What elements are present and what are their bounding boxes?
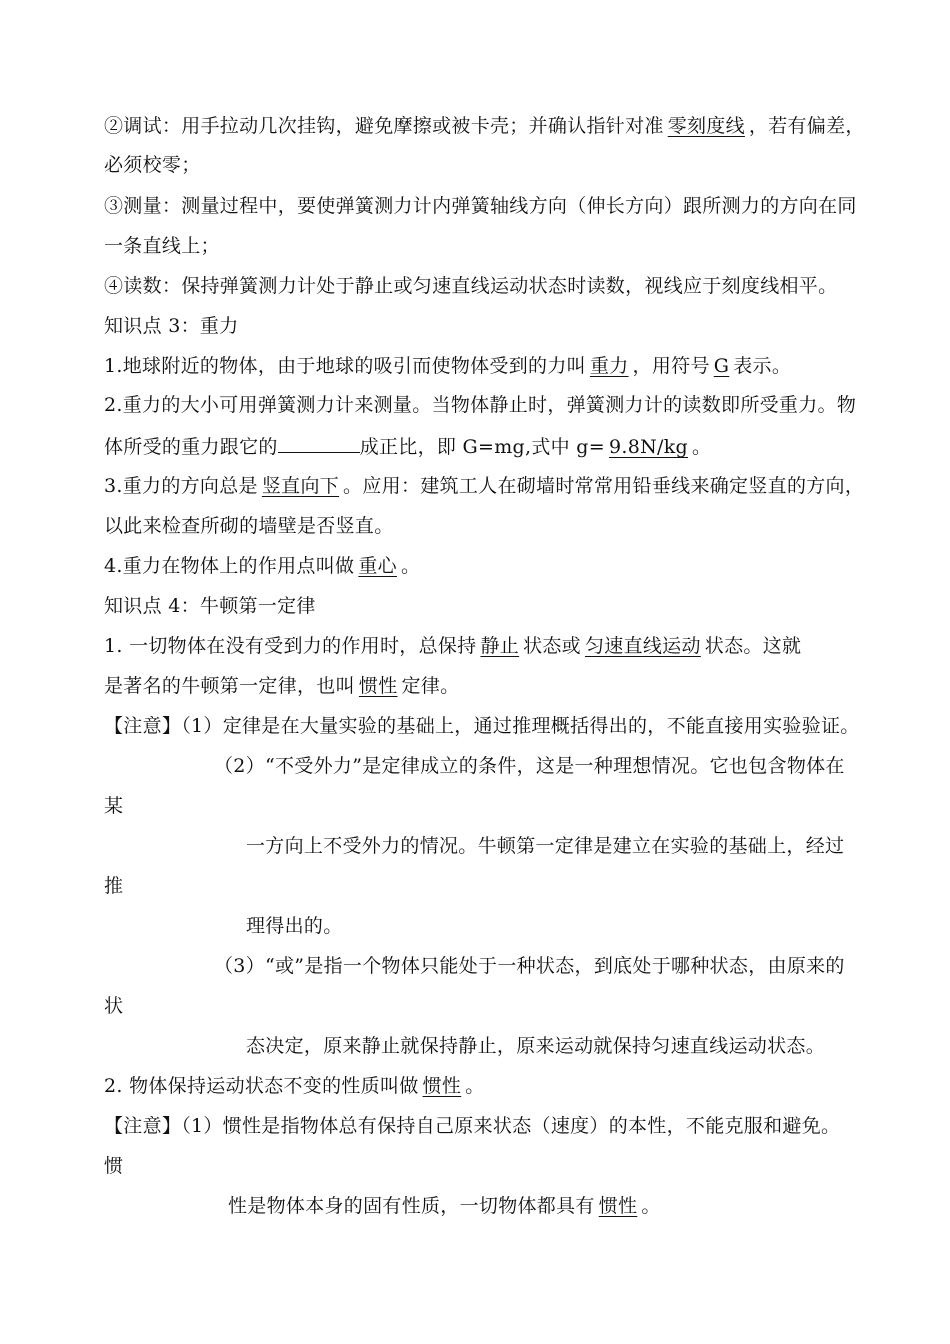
text: 知识点 4：牛顿第一定律 (104, 595, 316, 617)
note-line (104, 713, 860, 739)
text: 一条直线上； (104, 235, 220, 257)
note-line (104, 1113, 840, 1139)
text-line (104, 152, 201, 178)
text: 惯 (104, 1155, 124, 1177)
text: 态决定，原来静止就保持静止，原来运动就保持匀速直线运动状态。 (246, 1035, 826, 1057)
text-line (104, 473, 864, 499)
text: 4.重力在物体上的作用点叫做 (104, 555, 355, 577)
text-line (104, 432, 711, 460)
text: 1.地球附近的物体，由于地球的吸引而使物体受到的力叫 (104, 355, 586, 377)
empty-blank (278, 432, 360, 453)
note-line (104, 1153, 123, 1179)
text: 状态或 (523, 635, 581, 657)
text: ，用符号 (632, 355, 710, 377)
text: （2）“不受外力”是定律成立的条件，这是一种理想情况。它也包含物体在 (214, 755, 845, 777)
note-line (214, 753, 845, 779)
text: 【注意】（1）惯性是指物体总有保持自己原来状态（速度）的本性，不能克服和避免。 (104, 1115, 841, 1137)
section-heading (104, 593, 316, 619)
text: 【注意】（1）定律是在大量实验的基础上，通过推理概括得出的，不能直接用实验验证。 (104, 715, 860, 737)
text: 以此来检查所砌的墙壁是否竖直。 (104, 515, 394, 537)
text-line (104, 233, 220, 259)
text: 表示。 (733, 355, 792, 377)
text: 成正比，即 G=mg,式中 g= (359, 436, 605, 458)
text-line (104, 273, 837, 299)
answer-blank: 重力 (589, 355, 629, 377)
text: 体所受的重力跟它的 (104, 436, 278, 458)
note-line (214, 953, 845, 979)
text: 一方向上不受外力的情况。牛顿第一定律是建立在实验的基础上，经过 (246, 835, 845, 857)
text-line (104, 673, 459, 699)
text: ②调试：用手拉动几次挂钩，避免摩擦或被卡壳；并确认指针对准 (104, 115, 664, 137)
text: 状态。这就 (704, 635, 802, 657)
text: 2. 物体保持运动状态不变的性质叫做 (104, 1075, 419, 1097)
answer-blank: 匀速直线运动 (584, 635, 701, 657)
note-line (228, 1193, 661, 1219)
text: 。应用：建筑工人在砌墙时常常用铅垂线来确定竖直的方向， (343, 475, 865, 497)
answer-blank: 惯性 (422, 1075, 462, 1097)
note-line (246, 913, 343, 939)
section-heading (104, 313, 239, 339)
answer-blank: 零刻度线 (667, 115, 745, 137)
text: ，若有偏差， (748, 115, 865, 137)
answer-blank: G (713, 355, 730, 377)
note-line (246, 833, 844, 859)
text: （3）“或”是指一个物体只能处于一种状态，到底处于哪种状态，由原来的 (214, 955, 845, 977)
text: 1. 一切物体在没有受到力的作用时，总保持 (104, 635, 477, 657)
text: 性是物体本身的固有性质，一切物体都具有 (228, 1195, 595, 1217)
text: 推 (104, 875, 124, 897)
answer-blank: 重心 (358, 555, 397, 577)
text: 。 (400, 555, 421, 577)
text: 2.重力的大小可用弹簧测力计来测量。当物体静止时，弹簧测力计的读数即所受重力。物 (104, 394, 857, 416)
text-line (104, 1073, 485, 1099)
text: 定律。 (401, 675, 460, 697)
text-line (104, 113, 865, 139)
note-line (246, 1033, 825, 1059)
answer-blank: 9.8N/kg (608, 436, 689, 458)
answer-blank: 惯性 (598, 1195, 638, 1217)
text: 。 (465, 1075, 485, 1097)
answer-blank: 静止 (480, 635, 520, 657)
text-line (104, 633, 801, 659)
text: ③测量：测量过程中，要使弹簧测力计内弹簧轴线方向（伸长方向）跟所测力的方向在同 (104, 195, 857, 217)
text: 状 (104, 995, 124, 1017)
text: 3.重力的方向总是 (104, 475, 258, 497)
text: 某 (104, 795, 124, 817)
text: 理得出的。 (246, 915, 343, 937)
text-line (104, 392, 856, 418)
text: 必须校零； (104, 154, 201, 176)
text-line (104, 193, 857, 219)
text: 知识点 3：重力 (104, 315, 239, 337)
text: 。 (641, 1195, 661, 1217)
note-line (104, 873, 123, 899)
text-line (104, 353, 791, 379)
answer-blank: 竖直向下 (261, 475, 340, 497)
note-line (104, 793, 123, 819)
text: 是著名的牛顿第一定律，也叫 (104, 675, 355, 697)
text-line (104, 513, 394, 539)
text: ④读数：保持弹簧测力计处于静止或匀速直线运动状态时读数，视线应于刻度线相平。 (104, 275, 838, 297)
answer-blank: 惯性 (358, 675, 398, 697)
text: 。 (692, 436, 712, 458)
text-line (104, 553, 420, 579)
note-line (104, 993, 123, 1019)
